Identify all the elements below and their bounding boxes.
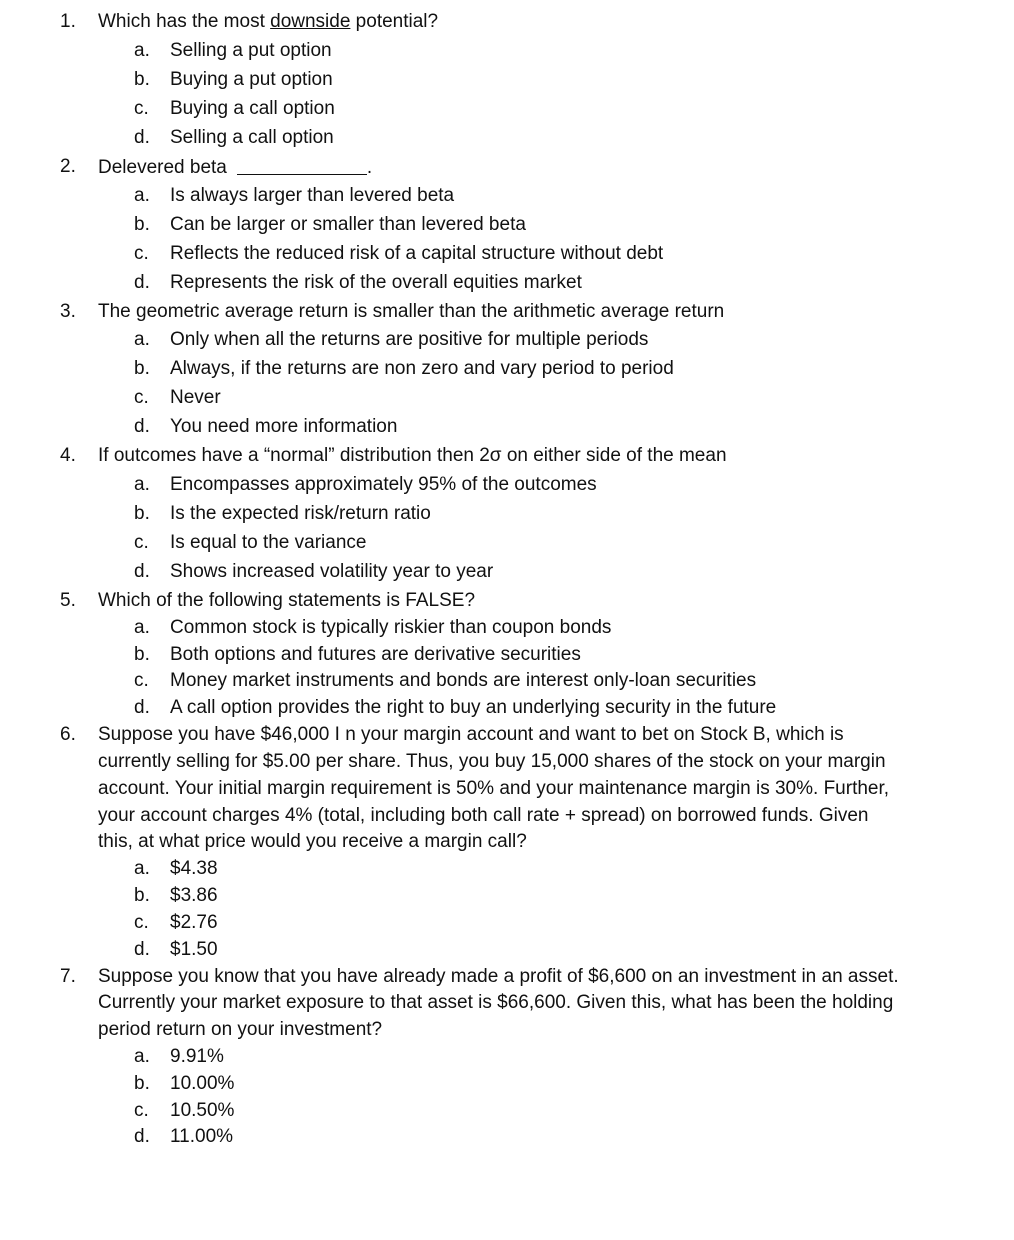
- question-text: [98, 156, 372, 179]
- option-label: a.: [134, 40, 150, 61]
- option-text: Money market instruments and bonds are interest only-loan securities: [170, 670, 757, 691]
- question-number: 5.: [60, 590, 76, 611]
- option-label: b.: [134, 214, 150, 235]
- option-label: c.: [134, 912, 149, 933]
- question-number: 3.: [60, 301, 76, 322]
- option-text: Buying a put option: [170, 69, 333, 90]
- question-text-line: Suppose you have $46,000 I n your margin account and want to bet on Stock B, which is: [98, 724, 844, 745]
- option-label: c.: [134, 98, 149, 119]
- question-text: If outcomes have a “normal” distribution then 2σ on either side of the mean: [98, 445, 727, 466]
- option-label: b.: [134, 358, 150, 379]
- option-text: Is equal to the variance: [170, 532, 367, 553]
- underlined-word: downside: [270, 11, 351, 32]
- answer-blank: [237, 156, 367, 175]
- question-text-line: Currently your market exposure to that asset is $66,600. Given this, what has been the holding: [98, 992, 894, 1013]
- option-label: d.: [134, 272, 150, 293]
- option-text: $2.76: [170, 912, 218, 933]
- option-label: c.: [134, 243, 149, 264]
- option-text: $3.86: [170, 885, 218, 906]
- option-text: You need more information: [170, 416, 398, 437]
- option-text: 11.00%: [170, 1126, 234, 1147]
- option-label: b.: [134, 885, 150, 906]
- option-label: b.: [134, 503, 150, 524]
- question-number: 4.: [60, 445, 76, 466]
- option-label: b.: [134, 1073, 150, 1094]
- question-text-start: Which has the most: [98, 11, 271, 32]
- question-text: The geometric average return is smaller than the arithmetic average return: [98, 301, 725, 322]
- option-label: d.: [134, 1126, 150, 1147]
- question-text-end: potential?: [350, 11, 439, 32]
- option-label: a.: [134, 617, 150, 638]
- option-label: b.: [134, 644, 150, 665]
- option-text: Is always larger than levered beta: [170, 185, 455, 206]
- question-number: 7.: [60, 966, 76, 987]
- option-label: c.: [134, 670, 149, 691]
- question-text-start: Delevered beta: [98, 157, 227, 178]
- question-text-line: your account charges 4% (total, including both call rate + spread) on borrowed funds. Given: [98, 805, 869, 826]
- option-text: $4.38: [170, 858, 218, 879]
- option-text: 10.50%: [170, 1100, 235, 1121]
- question-text-line: period return on your investment?: [98, 1019, 383, 1040]
- option-text: Common stock is typically riskier than coupon bonds: [170, 617, 612, 638]
- option-text: Only when all the returns are positive for multiple periods: [170, 329, 649, 350]
- question-number: 2.: [60, 156, 76, 177]
- option-label: a.: [134, 858, 150, 879]
- option-text: Is the expected risk/return ratio: [170, 503, 431, 524]
- option-text: Never: [170, 387, 221, 408]
- option-label: d.: [134, 127, 150, 148]
- option-label: c.: [134, 387, 149, 408]
- question-text: Which of the following statements is FALSE?: [98, 590, 476, 611]
- option-text: 10.00%: [170, 1073, 235, 1094]
- option-text: Shows increased volatility year to year: [170, 561, 494, 582]
- question-number: 1.: [60, 11, 76, 32]
- question-number: 6.: [60, 724, 76, 745]
- option-text: 9.91%: [170, 1046, 224, 1067]
- question-text: [98, 11, 438, 33]
- option-label: b.: [134, 69, 150, 90]
- option-label: c.: [134, 1100, 149, 1121]
- option-text: Reflects the reduced risk of a capital structure without debt: [170, 243, 664, 264]
- option-label: d.: [134, 561, 150, 582]
- question-text-line: Suppose you know that you have already made a profit of $6,600 on an investment in an asset.: [98, 966, 899, 987]
- blank-period: .: [366, 157, 373, 178]
- option-label: a.: [134, 474, 150, 495]
- option-label: d.: [134, 416, 150, 437]
- option-text: Always, if the returns are non zero and vary period to period: [170, 358, 674, 379]
- option-label: a.: [134, 185, 150, 206]
- question-text-line: account. Your initial margin requirement is 50% and your maintenance margin is 30%. Further,: [98, 778, 890, 799]
- option-text: A call option provides the right to buy an underlying security in the future: [170, 697, 777, 718]
- option-text: $1.50: [170, 939, 218, 960]
- option-label: d.: [134, 697, 150, 718]
- option-label: d.: [134, 939, 150, 960]
- question-text-line: currently selling for $5.00 per share. Thus, you buy 15,000 shares of the stock on your margin: [98, 751, 886, 772]
- option-label: c.: [134, 532, 149, 553]
- option-label: a.: [134, 1046, 150, 1067]
- option-text: Buying a call option: [170, 98, 335, 119]
- option-text: Represents the risk of the overall equities market: [170, 272, 582, 293]
- option-text: Can be larger or smaller than levered beta: [170, 214, 526, 235]
- question-text-line: this, at what price would you receive a margin call?: [98, 831, 527, 852]
- option-text: Encompasses approximately 95% of the outcomes: [170, 474, 597, 495]
- option-text: Selling a put option: [170, 40, 332, 61]
- option-text: Selling a call option: [170, 127, 334, 148]
- option-text: Both options and futures are derivative securities: [170, 644, 581, 665]
- option-label: a.: [134, 329, 150, 350]
